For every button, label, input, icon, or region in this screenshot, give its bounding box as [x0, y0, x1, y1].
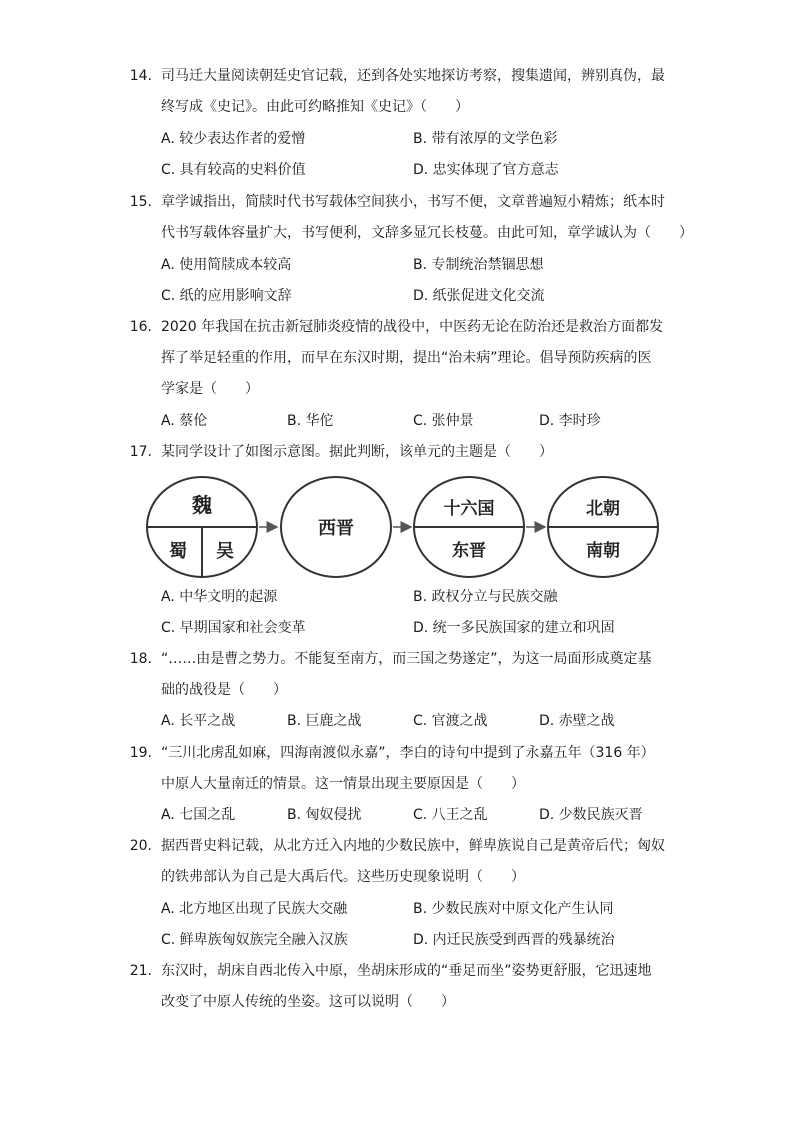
- question-text: 司马迁大量阅读朝廷史官记载，还到各处实地探访考察，搜集遗闻，辨别真伪，最: [161, 68, 665, 84]
- question-text: 终写成《史记》。由此可约略推知《史记》（ ）: [161, 99, 469, 115]
- option-c[interactable]: C. 纸的应用影响文辞: [161, 288, 292, 304]
- option-c[interactable]: C. 具有较高的史料价值: [161, 162, 306, 178]
- label-xijin: 西晋: [318, 518, 354, 539]
- option-d[interactable]: D. 少数民族灭晋: [539, 807, 643, 823]
- question-text: 改变了中原人传统的坐姿。这可以说明（ ）: [161, 994, 455, 1010]
- question-text: 2020 年我国在抗击新冠肺炎疫情的战役中，中医药无论在防治还是救治方面都发: [161, 319, 664, 335]
- option-a[interactable]: A. 长平之战: [161, 713, 236, 729]
- question-text: 据西晋史料记载，从北方迁入内地的少数民族中，鲜卑族说自己是黄帝后代；匈奴: [161, 838, 665, 854]
- question-text: 学家是（ ）: [161, 381, 259, 397]
- option-a[interactable]: A. 中华文明的起源: [161, 589, 278, 605]
- question-number: 17.: [129, 444, 152, 460]
- option-b[interactable]: B. 少数民族对中原文化产生认同: [413, 901, 614, 917]
- question-text: “三川北虏乱如麻，四海南渡似永嘉”，李白的诗句中提到了永嘉五年（316 年）: [161, 745, 655, 761]
- option-b[interactable]: B. 带有浓厚的文学色彩: [413, 131, 558, 147]
- question-number: 14.: [129, 68, 152, 84]
- label-nanchao: 南朝: [586, 541, 620, 561]
- option-c[interactable]: C. 官渡之战: [413, 713, 488, 729]
- question-number: 19.: [129, 745, 152, 761]
- circle-three-kingdoms: [147, 477, 257, 577]
- option-b[interactable]: B. 匈奴侵扰: [287, 807, 362, 823]
- circle-western-jin: [281, 477, 391, 577]
- option-d[interactable]: D. 纸张促进文化交流: [413, 288, 545, 304]
- option-a[interactable]: A. 使用简牍成本较高: [161, 257, 292, 273]
- dynasty-diagram: [145, 474, 660, 580]
- option-c[interactable]: C. 八王之乱: [413, 807, 488, 823]
- option-c[interactable]: C. 早期国家和社会变革: [161, 620, 306, 636]
- label-wei: 魏: [192, 493, 212, 517]
- option-a[interactable]: A. 北方地区出现了民族大交融: [161, 901, 348, 917]
- question-text: 础的战役是（ ）: [161, 682, 287, 698]
- question-number: 21.: [129, 963, 152, 979]
- question-number: 16.: [129, 319, 152, 335]
- option-b[interactable]: B. 华佗: [287, 413, 334, 429]
- question-text: “……由是曹之势力。不能复至南方，而三国之势遂定”，为这一局面形成奠定基: [161, 651, 652, 667]
- question-number: 18.: [129, 651, 152, 667]
- question-text: 代书写载体容量扩大，书写便利，文辞多显冗长枝蔓。由此可知，章学诚认为（ ）: [161, 225, 693, 241]
- option-c[interactable]: C. 张仲景: [413, 413, 474, 429]
- option-d[interactable]: D. 忠实体现了官方意志: [413, 162, 559, 178]
- option-a[interactable]: A. 蔡伦: [161, 413, 208, 429]
- circle-northern-southern: [548, 477, 658, 577]
- option-d[interactable]: D. 赤壁之战: [539, 713, 615, 729]
- label-dongjin: 东晋: [452, 541, 486, 561]
- label-sixteen-kingdoms: 十六国: [443, 499, 495, 519]
- question-text: 某同学设计了如图示意图。据此判断，该单元的主题是（ ）: [161, 444, 553, 460]
- option-d[interactable]: D. 内迁民族受到西晋的残暴统治: [413, 932, 615, 948]
- option-c[interactable]: C. 鲜卑族匈奴族完全融入汉族: [161, 932, 348, 948]
- option-b[interactable]: B. 专制统治禁锢思想: [413, 257, 544, 273]
- label-shu: 蜀: [169, 541, 187, 562]
- label-wu: 吴: [216, 541, 234, 562]
- question-text: 中原人大量南迁的情景。这一情景出现主要原因是（ ）: [161, 776, 525, 792]
- option-d[interactable]: D. 统一多民族国家的建立和巩固: [413, 620, 615, 636]
- option-b[interactable]: B. 巨鹿之战: [287, 713, 362, 729]
- question-text: 东汉时，胡床自西北传入中原，坐胡床形成的“垂足而坐”姿势更舒服，它迅速地: [161, 963, 652, 979]
- option-b[interactable]: B. 政权分立与民族交融: [413, 589, 558, 605]
- question-text: 章学诚指出，简牍时代书写载体空间狭小，书写不便，文章普遍短小精炼；纸本时: [161, 194, 665, 210]
- question-text: 的铁弗部认为自己是大禹后代。这些历史现象说明（ ）: [161, 869, 525, 885]
- option-a[interactable]: A. 七国之乱: [161, 807, 236, 823]
- circle-sixteen-kingdoms: [414, 477, 524, 577]
- question-text: 挥了举足轻重的作用，而早在东汉时期，提出“治未病”理论。倡导预防疾病的医: [161, 350, 652, 366]
- option-a[interactable]: A. 较少表达作者的爱憎: [161, 131, 306, 147]
- question-number: 20.: [129, 838, 152, 854]
- question-number: 15.: [129, 194, 152, 210]
- label-beichao: 北朝: [586, 499, 620, 519]
- option-d[interactable]: D. 李时珍: [539, 413, 601, 429]
